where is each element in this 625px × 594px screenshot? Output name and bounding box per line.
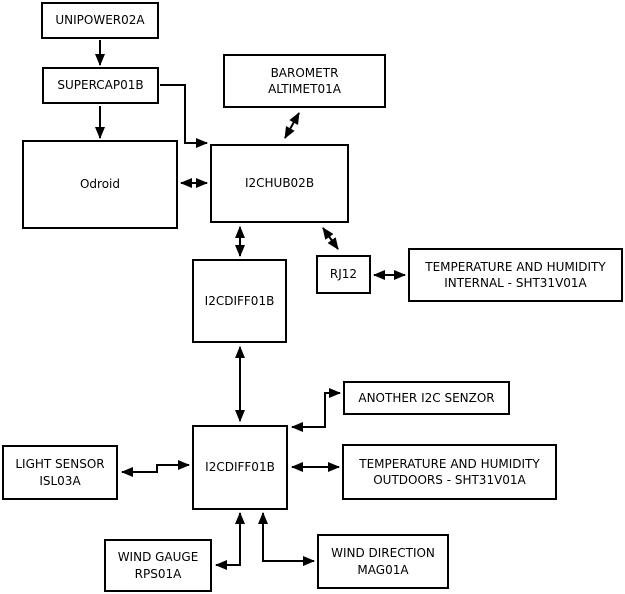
node-wind-direction-mag01a [317, 534, 449, 589]
edge-i2cdiff-lower-wind-direction-arrow [263, 513, 314, 561]
node-label: LIGHT SENSOR [15, 457, 105, 472]
edge-i2chub-rj12-arrow [323, 228, 338, 249]
node-barometr-altimet01a [223, 54, 386, 108]
node-another-i2c-senzor [343, 381, 510, 415]
node-supercap01b [42, 67, 159, 104]
node-i2cdiff01b-lower [192, 425, 288, 510]
node-label: OUTDOORS - SHT31V01A [373, 473, 526, 487]
node-label: ANOTHER I2C SENZOR [358, 390, 495, 405]
edge-supercap-to-i2chub-arrow [160, 85, 207, 143]
node-label: TEMPERATURE AND HUMIDITY [359, 456, 540, 471]
node-label: RJ12 [329, 267, 358, 282]
node-label: WIND DIRECTION [331, 546, 435, 561]
node-label: INTERNAL - SHT31V01A [444, 276, 587, 290]
node-label: Odroid [79, 177, 121, 192]
node-i2cdiff01b-upper [192, 259, 287, 343]
edge-barometr-i2chub-arrow [285, 113, 299, 138]
node-odroid [22, 140, 178, 229]
node-wind-gauge-rps01a [104, 539, 212, 592]
edge-i2cdiff-lower-another-sensor-arrow [292, 393, 340, 427]
node-unipower02a [41, 2, 159, 39]
node-label: TEMPERATURE AND HUMIDITY [425, 259, 606, 274]
edge-i2cdiff-lower-wind-gauge-arrow [216, 513, 240, 565]
node-label: I2CDIFF01B [204, 293, 275, 308]
node-label: I2CHUB02B [244, 176, 315, 191]
node-label: MAG01A [357, 562, 409, 577]
node-label: UNIPOWER02A [55, 13, 145, 28]
node-label: RPS01A [134, 566, 182, 581]
node-label: WIND GAUGE [117, 550, 199, 565]
node-label: ALTIMET01A [268, 82, 341, 96]
node-label: ISL03A [39, 473, 81, 488]
node-label: SUPERCAP01B [57, 78, 144, 93]
node-temp-humidity-internal [408, 248, 623, 302]
node-rj12 [316, 255, 371, 294]
edge-light-sensor-i2cdiff-lower-arrow [122, 465, 189, 472]
node-light-sensor-isl03a [2, 445, 118, 500]
node-i2chub02b [210, 144, 349, 223]
node-temp-humidity-outdoors [342, 444, 557, 500]
node-label: BAROMETR [270, 65, 339, 80]
node-label: I2CDIFF01B [205, 460, 275, 475]
